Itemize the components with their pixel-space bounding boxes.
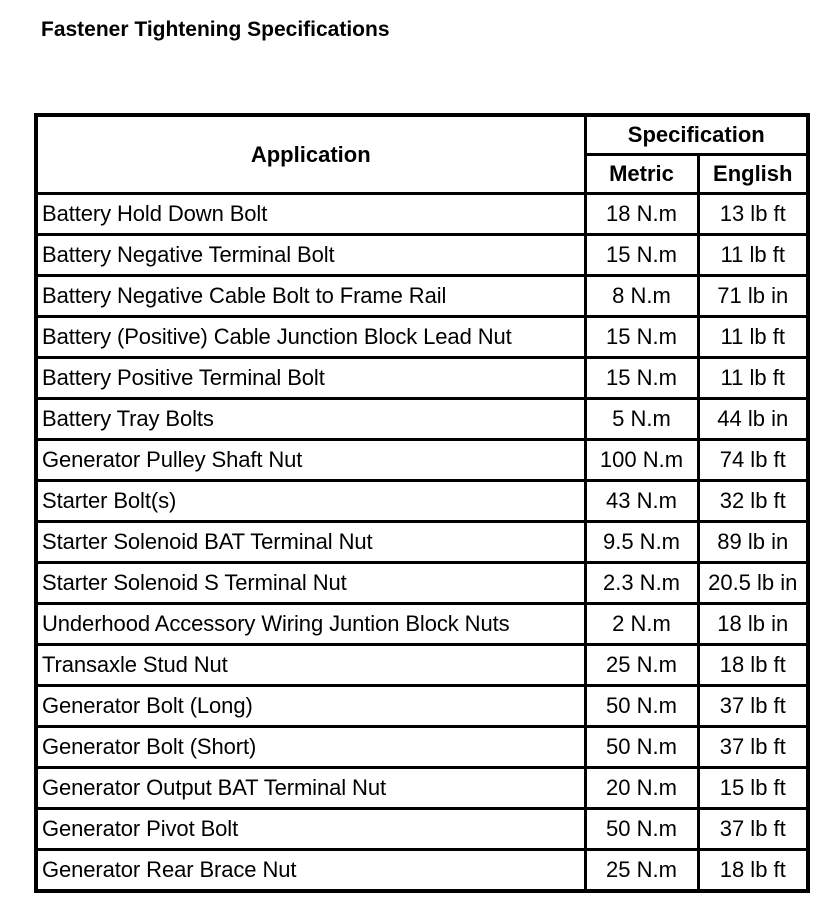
metric-cell: 2.3 N.m <box>585 563 698 604</box>
application-cell: Starter Solenoid BAT Terminal Nut <box>36 522 585 563</box>
english-cell: 37 lb ft <box>698 686 808 727</box>
specification-column-header: Specification <box>585 115 808 155</box>
metric-cell: 100 N.m <box>585 440 698 481</box>
table-row <box>36 727 808 768</box>
application-cell: Battery Negative Terminal Bolt <box>36 235 585 276</box>
english-cell: 74 lb ft <box>698 440 808 481</box>
metric-cell: 50 N.m <box>585 727 698 768</box>
table-row <box>36 522 808 563</box>
metric-cell: 18 N.m <box>585 194 698 235</box>
table-row <box>36 850 808 892</box>
metric-cell: 15 N.m <box>585 317 698 358</box>
english-cell: 18 lb ft <box>698 850 808 892</box>
table-row <box>36 809 808 850</box>
application-cell: Battery Positive Terminal Bolt <box>36 358 585 399</box>
english-cell: 37 lb ft <box>698 809 808 850</box>
english-cell: 18 lb ft <box>698 645 808 686</box>
metric-cell: 25 N.m <box>585 850 698 892</box>
application-cell: Generator Bolt (Short) <box>36 727 585 768</box>
english-cell: 18 lb in <box>698 604 808 645</box>
english-column-header: English <box>698 155 808 194</box>
metric-cell: 15 N.m <box>585 235 698 276</box>
metric-column-header: Metric <box>585 155 698 194</box>
english-cell: 11 lb ft <box>698 317 808 358</box>
english-cell: 32 lb ft <box>698 481 808 522</box>
english-cell: 37 lb ft <box>698 727 808 768</box>
metric-cell: 43 N.m <box>585 481 698 522</box>
english-cell: 20.5 lb in <box>698 563 808 604</box>
metric-cell: 50 N.m <box>585 809 698 850</box>
application-cell: Generator Rear Brace Nut <box>36 850 585 892</box>
application-cell: Underhood Accessory Wiring Juntion Block Nuts <box>36 604 585 645</box>
table-row <box>36 686 808 727</box>
english-cell: 11 lb ft <box>698 358 808 399</box>
metric-cell: 20 N.m <box>585 768 698 809</box>
table-row <box>36 399 808 440</box>
application-cell: Battery Negative Cable Bolt to Frame Rail <box>36 276 585 317</box>
application-cell: Generator Pivot Bolt <box>36 809 585 850</box>
table-row <box>36 276 808 317</box>
english-cell: 15 lb ft <box>698 768 808 809</box>
application-cell: Battery Hold Down Bolt <box>36 194 585 235</box>
table-row <box>36 440 808 481</box>
english-cell: 11 lb ft <box>698 235 808 276</box>
page-title: Fastener Tightening Specifications <box>41 18 390 41</box>
table-row <box>36 645 808 686</box>
table-row <box>36 194 808 235</box>
table-row <box>36 768 808 809</box>
metric-cell: 5 N.m <box>585 399 698 440</box>
english-cell: 89 lb in <box>698 522 808 563</box>
table-row <box>36 563 808 604</box>
table-row <box>36 358 808 399</box>
metric-cell: 50 N.m <box>585 686 698 727</box>
metric-cell: 15 N.m <box>585 358 698 399</box>
application-cell: Battery (Positive) Cable Junction Block Lead Nut <box>36 317 585 358</box>
metric-cell: 9.5 N.m <box>585 522 698 563</box>
application-cell: Generator Output BAT Terminal Nut <box>36 768 585 809</box>
application-cell: Generator Bolt (Long) <box>36 686 585 727</box>
table-row <box>36 235 808 276</box>
application-cell: Transaxle Stud Nut <box>36 645 585 686</box>
english-cell: 13 lb ft <box>698 194 808 235</box>
fastener-spec-table <box>34 113 810 893</box>
metric-cell: 25 N.m <box>585 645 698 686</box>
application-cell: Starter Bolt(s) <box>36 481 585 522</box>
application-cell: Generator Pulley Shaft Nut <box>36 440 585 481</box>
english-cell: 71 lb in <box>698 276 808 317</box>
table-row <box>36 481 808 522</box>
application-cell: Starter Solenoid S Terminal Nut <box>36 563 585 604</box>
metric-cell: 8 N.m <box>585 276 698 317</box>
application-cell: Battery Tray Bolts <box>36 399 585 440</box>
table-row <box>36 317 808 358</box>
table-row <box>36 604 808 645</box>
metric-cell: 2 N.m <box>585 604 698 645</box>
application-column-header: Application <box>36 115 585 194</box>
english-cell: 44 lb in <box>698 399 808 440</box>
